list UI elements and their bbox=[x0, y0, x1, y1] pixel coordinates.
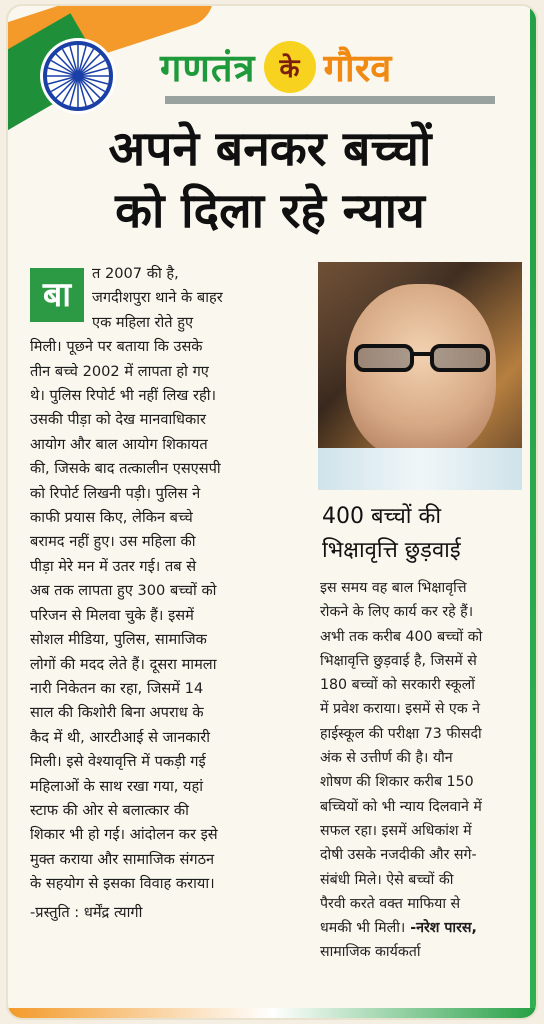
left-line: महिलाओं के साथ रखा गया, यहां bbox=[30, 777, 203, 795]
signature: -नरेश पारस, bbox=[405, 920, 477, 937]
right-line: दोषी उसके नजदीकी और सगे- bbox=[320, 847, 477, 864]
left-line: लोगों की मदद लेते हैं। दूसरा मामला bbox=[30, 655, 217, 673]
sub-headline-line-2: भिक्षावृत्ति छुड़वाई bbox=[322, 538, 461, 563]
left-line: नारी निकेतन का रहा, जिसमें 14 bbox=[30, 679, 204, 697]
right-line: हाईस्कूल की परीक्षा 73 फीसदी bbox=[320, 725, 482, 742]
headline-line-1: अपने बनकर बच्चों bbox=[108, 121, 432, 177]
designation: सामाजिक कार्यकर्ता bbox=[320, 944, 421, 961]
banner-rule bbox=[165, 96, 495, 104]
portrait-photo bbox=[318, 262, 522, 490]
left-line: मुक्त कराया और सामाजिक संगठन bbox=[30, 850, 215, 868]
banner-word-1: गणतंत्र bbox=[160, 46, 256, 90]
left-line: शिकार भी हो गई। आंदोलन कर इसे bbox=[30, 826, 218, 844]
right-line: 180 बच्चों को सरकारी स्कूलों bbox=[320, 677, 475, 694]
left-line: बरामद नहीं हुए। उस महिला की bbox=[30, 533, 196, 551]
right-line: पैरवी करते वक्त माफिया से bbox=[320, 895, 461, 912]
right-line: अभी तक करीब 400 बच्चों को bbox=[320, 628, 483, 645]
left-line: साल की किशोरी बिना अपराध के bbox=[30, 704, 204, 722]
left-line: पीड़ा मेरे मन में उतर गई। तब से bbox=[30, 557, 197, 575]
banner-word-2: गौरव bbox=[323, 46, 392, 90]
banner-connector-badge: के bbox=[264, 41, 316, 93]
left-line: स्टाफ की ओर से बलात्कार की bbox=[30, 801, 189, 819]
left-line: कैद में थी, आरटीआई से जानकारी bbox=[30, 728, 211, 746]
right-article-text bbox=[320, 576, 524, 916]
right-line: बच्चियों को भी न्याय दिलवाने में bbox=[320, 798, 482, 815]
left-line: मिली। पूछने पर बताया कि उसके bbox=[30, 338, 203, 356]
right-line: इस समय वह बाल भिक्षावृत्ति bbox=[320, 580, 467, 596]
right-line: भिक्षावृत्ति छुड़वाई है, जिसमें से bbox=[320, 652, 477, 669]
left-line: आयोग और बाल आयोग शिकायत bbox=[30, 435, 208, 453]
left-line: की, जिसके बाद तत्कालीन एसएसपी bbox=[30, 460, 221, 478]
right-line: रोकने के लिए कार्य कर रहे हैं। bbox=[320, 604, 474, 621]
reporter-credit: -प्रस्तुति : धर्मेंद्र त्यागी bbox=[30, 903, 143, 921]
left-line: एक महिला रोते हुए bbox=[92, 313, 194, 331]
glasses-icon bbox=[352, 342, 492, 374]
right-line: में प्रवेश कराया। इसमें से एक ने bbox=[320, 701, 481, 718]
right-last-line: धमकी भी मिली। bbox=[320, 920, 406, 937]
left-line: त 2007 की है, bbox=[92, 265, 179, 282]
left-article-text bbox=[30, 262, 300, 897]
photo-shirt bbox=[318, 448, 522, 490]
left-line: काफी प्रयास किए, लेकिन बच्चे bbox=[30, 509, 193, 527]
left-line: अब तक लापता हुए 300 बच्चों को bbox=[30, 582, 217, 600]
sub-headline-line-1: 400 बच्चों की bbox=[322, 504, 442, 529]
left-line: जगदीशपुरा थाने के बाहर bbox=[92, 289, 223, 307]
left-article-column bbox=[30, 262, 300, 925]
left-line: तीन बच्चे 2002 में लापता हो गए bbox=[30, 362, 209, 380]
right-article-column bbox=[320, 576, 524, 965]
headline bbox=[20, 118, 520, 242]
left-line: मिली। इसे वेश्यावृत्ति में पकड़ी गई bbox=[30, 753, 206, 771]
section-banner bbox=[160, 38, 510, 96]
green-edge bbox=[530, 6, 536, 1018]
right-line: अंक से उत्तीर्ण की है। यौन bbox=[320, 750, 453, 767]
left-line: परिजन से मिलवा चुके हैं। इसमें bbox=[30, 606, 194, 624]
left-line: के सहयोग से इसका विवाह कराया। bbox=[30, 875, 215, 893]
dropcap: बा bbox=[30, 268, 84, 322]
left-line: उसकी पीड़ा को देख मानवाधिकार bbox=[30, 411, 206, 429]
left-line: थे। पुलिस रिपोर्ट भी नहीं लिख रही। bbox=[30, 387, 217, 405]
signature-line bbox=[320, 916, 524, 940]
ashoka-chakra-icon bbox=[38, 36, 118, 116]
right-line: संबंधी मिले। ऐसे बच्चों की bbox=[320, 871, 454, 888]
right-line: सफल रहा। इसमें अधिकांश में bbox=[320, 822, 472, 839]
headline-line-2: को दिला रहे न्याय bbox=[115, 183, 425, 239]
left-line: को रिपोर्ट लिखनी पड़ी। पुलिस ने bbox=[30, 484, 201, 502]
right-line: शोषण की शिकार करीब 150 bbox=[320, 774, 474, 791]
left-line: सोशल मीडिया, पुलिस, सामाजिक bbox=[30, 631, 207, 649]
tricolour-bottom-band bbox=[8, 1008, 536, 1018]
sub-headline bbox=[322, 500, 526, 568]
